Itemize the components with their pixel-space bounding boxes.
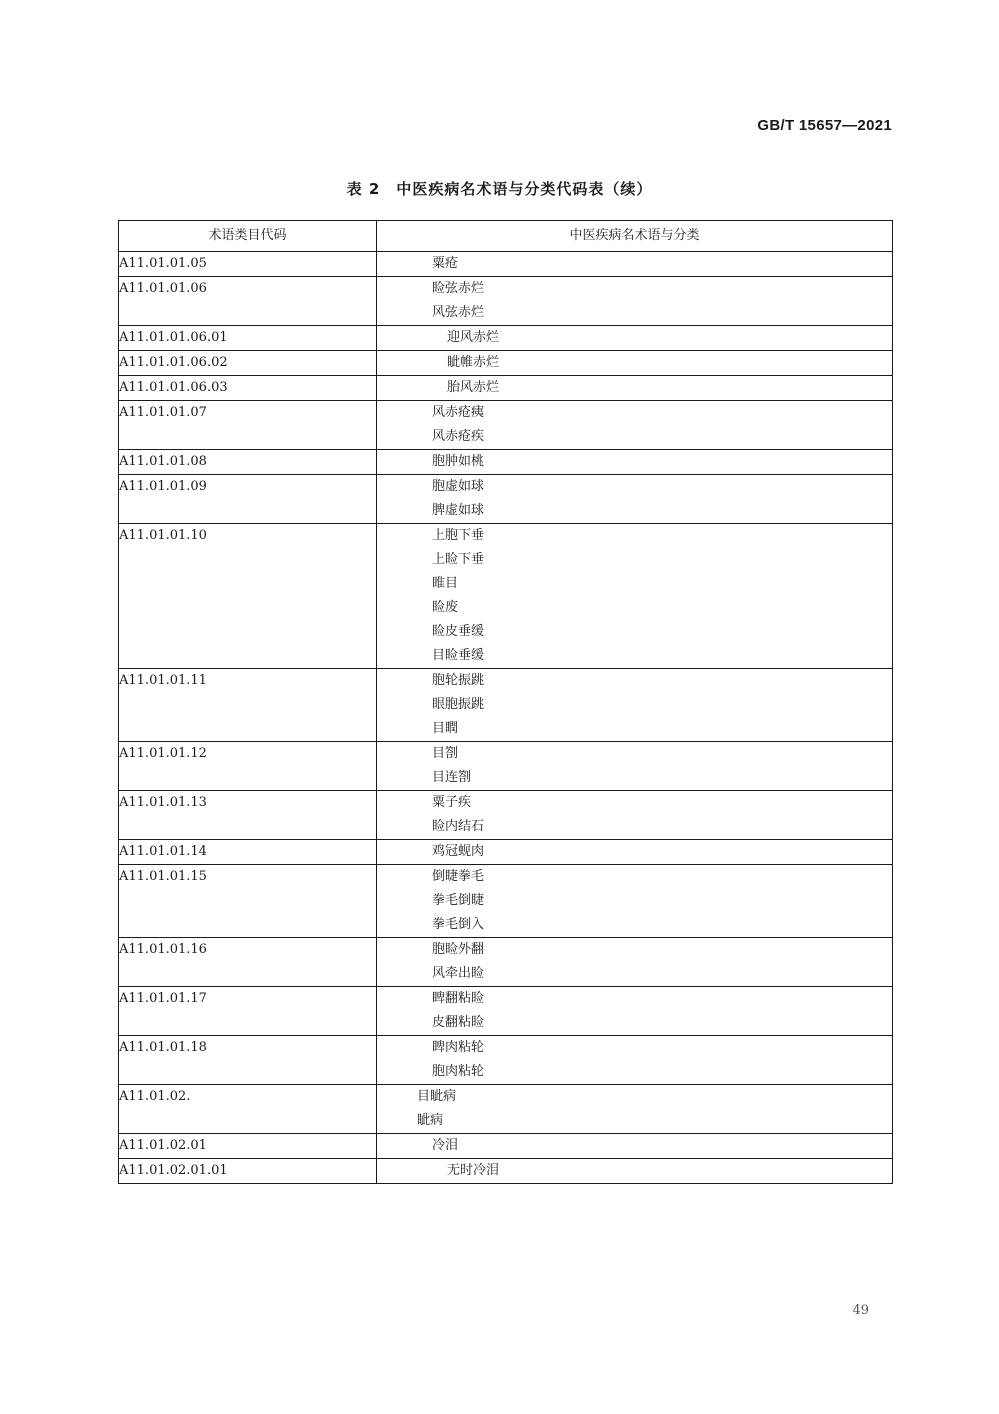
term-names-cell xyxy=(377,742,893,791)
term-name: 睑弦赤烂 xyxy=(432,281,485,296)
term-names-cell xyxy=(377,376,893,401)
term-names-cell xyxy=(377,524,893,669)
term-names-cell xyxy=(377,277,893,326)
term-code-cell: A11.01.01.06 xyxy=(119,277,377,326)
column-header-terms: 中医疾病名术语与分类 xyxy=(377,221,893,252)
term-name: 鸡冠蚬肉 xyxy=(432,844,485,859)
term-name: 上睑下垂 xyxy=(432,552,485,567)
term-name: 胞虚如球 xyxy=(432,479,485,494)
term-code-cell: A11.01.01.14 xyxy=(119,840,377,865)
column-header-code: 术语类目代码 xyxy=(119,221,377,252)
term-code-cell: A11.01.01.11 xyxy=(119,669,377,742)
term-name: 睑皮垂缓 xyxy=(432,624,485,639)
term-code-cell: A11.01.01.07 xyxy=(119,401,377,450)
term-name: 目瞤 xyxy=(432,721,459,736)
terminology-table xyxy=(118,220,893,1184)
table-row xyxy=(119,1036,893,1085)
table-row xyxy=(119,669,893,742)
term-code-cell: A11.01.02. xyxy=(119,1085,377,1134)
term-name: 睥翻粘睑 xyxy=(432,991,485,1006)
term-name: 迎风赤烂 xyxy=(447,330,500,345)
table-row xyxy=(119,840,893,865)
term-code-cell: A11.01.01.17 xyxy=(119,987,377,1036)
term-names-cell xyxy=(377,1036,893,1085)
term-name: 拳毛倒睫 xyxy=(432,893,485,908)
table-row xyxy=(119,524,893,669)
standard-code: GB/T 15657—2021 xyxy=(757,117,892,134)
table-row xyxy=(119,742,893,791)
term-code-cell: A11.01.01.10 xyxy=(119,524,377,669)
table-row xyxy=(119,326,893,351)
term-name: 风赤疮疾 xyxy=(432,429,485,444)
table-row xyxy=(119,277,893,326)
table-row xyxy=(119,1085,893,1134)
table-row xyxy=(119,376,893,401)
term-code-cell: A11.01.01.06.03 xyxy=(119,376,377,401)
term-name: 风牵出睑 xyxy=(432,966,485,981)
term-names-cell xyxy=(377,351,893,376)
table-row xyxy=(119,475,893,524)
table-row xyxy=(119,252,893,277)
term-code-cell: A11.01.01.15 xyxy=(119,865,377,938)
term-name: 胞肉粘轮 xyxy=(432,1064,485,1079)
term-name: 无时冷泪 xyxy=(447,1163,500,1178)
term-names-cell xyxy=(377,791,893,840)
term-code-cell: A11.01.01.09 xyxy=(119,475,377,524)
term-name: 睥肉粘轮 xyxy=(432,1040,485,1055)
term-name: 目睑垂缓 xyxy=(432,648,485,663)
table-row xyxy=(119,938,893,987)
term-name: 拳毛倒入 xyxy=(432,917,485,932)
term-names-cell xyxy=(377,938,893,987)
table-row xyxy=(119,791,893,840)
term-names-cell xyxy=(377,326,893,351)
term-code-cell: A11.01.01.05 xyxy=(119,252,377,277)
term-names-cell xyxy=(377,669,893,742)
table-row xyxy=(119,1134,893,1159)
term-names-cell xyxy=(377,1134,893,1159)
term-names-cell xyxy=(377,1159,893,1184)
term-names-cell xyxy=(377,475,893,524)
term-names-cell xyxy=(377,840,893,865)
term-code-cell: A11.01.01.08 xyxy=(119,450,377,475)
term-name: 风弦赤烂 xyxy=(432,305,485,320)
term-name: 上胞下垂 xyxy=(432,528,485,543)
term-name: 冷泪 xyxy=(432,1138,459,1153)
term-name: 睢目 xyxy=(432,576,459,591)
term-name: 眼胞振跳 xyxy=(432,697,485,712)
table-row xyxy=(119,987,893,1036)
term-code-cell: A11.01.01.06.02 xyxy=(119,351,377,376)
term-name: 胞睑外翻 xyxy=(432,942,485,957)
term-code-cell: A11.01.02.01.01 xyxy=(119,1159,377,1184)
term-name: 眦病 xyxy=(417,1113,444,1128)
term-code-cell: A11.01.01.13 xyxy=(119,791,377,840)
term-code-cell: A11.01.02.01 xyxy=(119,1134,377,1159)
term-name: 粟子疾 xyxy=(432,795,472,810)
table-row xyxy=(119,1159,893,1184)
table-title: 表 2 中医疾病名术语与分类代码表（续） xyxy=(346,180,653,198)
term-names-cell xyxy=(377,450,893,475)
term-names-cell xyxy=(377,1085,893,1134)
term-names-cell xyxy=(377,987,893,1036)
term-names-cell xyxy=(377,401,893,450)
term-code-cell: A11.01.01.16 xyxy=(119,938,377,987)
term-code-cell: A11.01.01.06.01 xyxy=(119,326,377,351)
term-name: 睑废 xyxy=(432,600,459,615)
term-names-cell xyxy=(377,252,893,277)
term-name: 胞轮振跳 xyxy=(432,673,485,688)
term-name: 风赤疮痍 xyxy=(432,405,485,420)
term-code-cell: A11.01.01.18 xyxy=(119,1036,377,1085)
table-row xyxy=(119,450,893,475)
table-row xyxy=(119,351,893,376)
term-name: 目连劄 xyxy=(432,770,472,785)
table-row xyxy=(119,865,893,938)
term-name: 胎风赤烂 xyxy=(447,380,500,395)
table-row xyxy=(119,401,893,450)
page-number: 49 xyxy=(852,1303,869,1318)
table-header-row xyxy=(119,221,893,252)
term-names-cell xyxy=(377,865,893,938)
term-name: 目眦病 xyxy=(417,1089,457,1104)
term-name: 倒睫拳毛 xyxy=(432,869,485,884)
term-name: 睑内结石 xyxy=(432,819,485,834)
table-body xyxy=(119,252,893,1184)
term-name: 粟疮 xyxy=(432,256,459,271)
term-name: 眦帷赤烂 xyxy=(447,355,500,370)
term-name: 胞肿如桃 xyxy=(432,454,485,469)
term-name: 皮翻粘睑 xyxy=(432,1015,485,1030)
term-name: 脾虚如球 xyxy=(432,503,485,518)
term-code-cell: A11.01.01.12 xyxy=(119,742,377,791)
term-name: 目劄 xyxy=(432,746,459,761)
